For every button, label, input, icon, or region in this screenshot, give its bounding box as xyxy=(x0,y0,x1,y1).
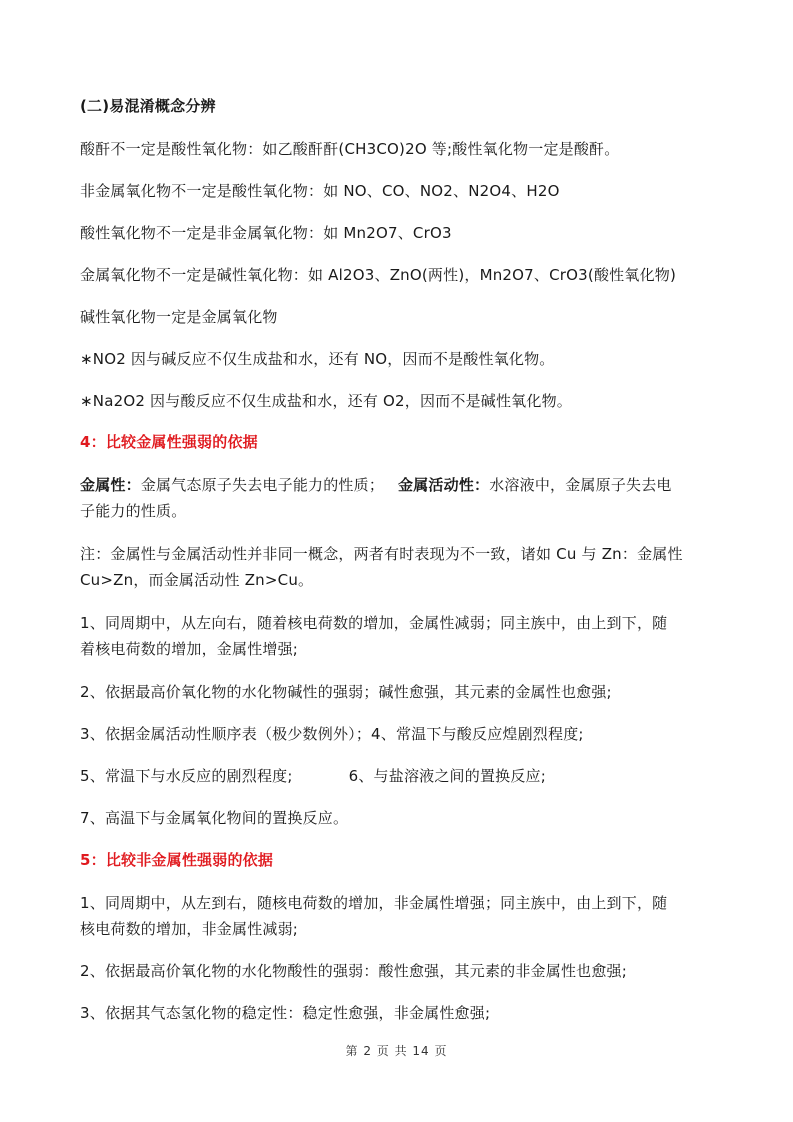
list-item xyxy=(80,766,546,787)
text-line: 子能力的性质。 xyxy=(80,502,187,520)
text-line: ∗NO2 因与碱反应不仅生成盐和水，还有 NO，因而不是酸性氧化物。 xyxy=(80,350,555,368)
section-title: (二)易混淆概念分辨 xyxy=(80,97,216,115)
definition-text: 水溶液中，金属原子失去电 xyxy=(489,476,672,494)
list-item: 2、依据最高价氧化物的水化物酸性的强弱：酸性愈强，其元素的非金属性也愈强; xyxy=(80,962,628,980)
list-item: 核电荷数的增加，非金属性减弱; xyxy=(80,920,299,938)
text-line: 非金属氧化物不一定是酸性氧化物：如 NO、CO、NO2、N2O4、H2O xyxy=(80,182,560,200)
section-heading: 4：比较金属性强弱的依据 xyxy=(80,433,258,451)
list-item: 1、同周期中，从左到右，随核电荷数的增加，非金属性增强；同主族中，由上到下，随 xyxy=(80,894,668,912)
section-heading: 5：比较非金属性强弱的依据 xyxy=(80,851,274,869)
text-line: ∗Na2O2 因与酸反应不仅生成盐和水，还有 O2，因而不是碱性氧化物。 xyxy=(80,392,572,410)
term-metal-activity: 金属活动性： xyxy=(398,476,490,494)
text-line: 金属氧化物不一定是碱性氧化物：如 Al2O3、ZnO(两性)，Mn2O7、CrO3(酸性氧化物) xyxy=(80,266,677,284)
list-item: 1、同周期中，从左向右，随着核电荷数的增加，金属性减弱；同主族中，由上到下，随 xyxy=(80,614,668,632)
list-item: 2、依据最高价氧化物的水化物碱性的强弱；碱性愈强，其元素的金属性也愈强; xyxy=(80,683,612,701)
list-item-5: 5、常温下与水反应的剧烈程度; xyxy=(80,767,293,785)
page-number: 第 2 页 共 14 页 xyxy=(345,1044,448,1058)
list-item-6: 6、与盐溶液之间的置换反应; xyxy=(348,767,547,785)
definition-line xyxy=(80,475,672,496)
note-line: 注：金属性与金属活动性并非同一概念，两者有时表现为不一致，诸如 Cu 与 Zn：金属性 xyxy=(80,545,683,563)
list-item: 3、依据其气态氢化物的稳定性：稳定性愈强，非金属性愈强; xyxy=(80,1004,491,1022)
text-line: 碱性氧化物一定是金属氧化物 xyxy=(80,308,278,326)
text-line: 酸酐不一定是酸性氧化物：如乙酸酐酐(CH3CO)2O 等;酸性氧化物一定是酸酐。 xyxy=(80,140,620,158)
list-item: 3、依据金属活动性顺序表（极少数例外）；4、常温下与酸反应煌剧烈程度; xyxy=(80,725,584,743)
text-line: 酸性氧化物不一定是非金属氧化物：如 Mn2O7、CrO3 xyxy=(80,224,452,242)
term-metallicity: 金属性： xyxy=(80,476,141,494)
list-item: 7、高温下与金属氧化物间的置换反应。 xyxy=(80,809,349,827)
note-line: Cu>Zn，而金属活动性 Zn>Cu。 xyxy=(80,571,314,589)
list-item: 着核电荷数的增加，金属性增强; xyxy=(80,640,299,658)
definition-text: 金属气态原子失去电子能力的性质； xyxy=(140,476,385,494)
